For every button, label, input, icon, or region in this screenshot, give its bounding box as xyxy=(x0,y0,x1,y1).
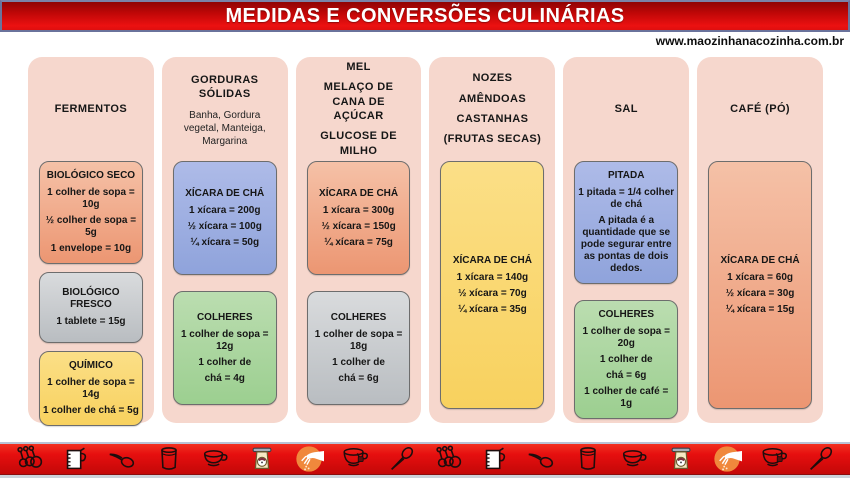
footer-icon-bar xyxy=(0,442,850,475)
conversion-line: chá = 6g xyxy=(606,370,647,381)
spoon-icon xyxy=(107,444,137,474)
card-title: COLHERES xyxy=(330,311,387,323)
card-title: XÍCARA DE CHÁ xyxy=(319,187,399,199)
conversion-line: ¼ xícara = 15g xyxy=(725,303,795,315)
header-bar xyxy=(0,0,850,32)
column-title-line: (FRUTAS SECAS) xyxy=(443,133,542,146)
column-sal xyxy=(563,57,689,423)
card-biologico-fresco xyxy=(39,272,143,343)
column-cards xyxy=(440,161,544,409)
card-title: COLHERES xyxy=(598,309,654,320)
conversion-line: 1 envelope = 10g xyxy=(50,243,132,254)
card-xicara-de-cha xyxy=(173,161,277,275)
card-quimico xyxy=(39,351,143,426)
kitchen-scale-icon xyxy=(666,444,696,474)
conversion-line: 1 tablete = 15g xyxy=(56,316,126,327)
stirring-spoon-icon xyxy=(387,444,417,474)
teacup-icon xyxy=(200,444,230,474)
card-xicara-de-cha xyxy=(307,161,411,275)
card-xicara-de-cha xyxy=(708,161,812,409)
column-title-line: NOZES xyxy=(472,72,513,85)
column-cards xyxy=(708,161,812,409)
columns-container xyxy=(28,57,823,423)
column-title-mel xyxy=(307,57,411,161)
page-title: MEDIDAS E CONVERSÕES CULINÁRIAS xyxy=(225,4,625,27)
card-title: XÍCARA DE CHÁ xyxy=(185,187,265,199)
stirring-spoon-icon xyxy=(806,444,836,474)
glass-icon xyxy=(154,444,184,474)
card-title: QUÍMICO xyxy=(68,360,113,371)
card-title: XÍCARA DE CHÁ xyxy=(452,254,532,266)
column-cafe-po xyxy=(697,57,823,423)
column-fermentos xyxy=(28,57,154,423)
measuring-jug-icon xyxy=(480,444,510,474)
spoon-icon xyxy=(526,444,556,474)
pinch-of-salt-icon xyxy=(294,444,324,474)
card-xicara-de-cha xyxy=(440,161,544,409)
column-cards xyxy=(307,161,411,409)
conversion-line: chá = 6g xyxy=(338,372,379,384)
website-url[interactable]: www.maozinhanacozinha.com.br xyxy=(655,34,844,48)
pinch-of-salt-icon xyxy=(712,444,742,474)
conversion-line: ½ xícara = 70g xyxy=(458,287,527,299)
conversion-line: 1 colher de sopa = 18g xyxy=(314,328,403,352)
column-title-line: MEL xyxy=(346,61,371,74)
card-title: BIOLÓGICO SECO xyxy=(46,170,136,181)
card-colheres xyxy=(173,291,277,405)
conversion-line: ¼ xícara = 35g xyxy=(458,303,527,315)
card-pitada xyxy=(574,161,678,284)
teacup-with-teabag-icon xyxy=(759,444,789,474)
column-title-line: SAL xyxy=(614,102,638,115)
conversion-line: 1 xícara = 60g xyxy=(727,271,793,283)
conversion-line: 1 colher de xyxy=(599,354,653,365)
card-title: COLHERES xyxy=(196,311,253,323)
column-title-gorduras xyxy=(173,57,277,161)
card-colheres xyxy=(574,300,678,419)
column-title-nozes xyxy=(440,57,544,161)
card-title: BIOLÓGICO FRESCO xyxy=(62,287,120,310)
conversion-line: 1 colher de café = 1g xyxy=(584,386,669,409)
column-cards xyxy=(173,161,277,409)
column-title-line: CAFÉ (PÓ) xyxy=(730,102,790,115)
measuring-spoons-icon xyxy=(433,444,463,474)
column-mel-melaco-glucose xyxy=(296,57,422,423)
conversion-line: 1 colher de sopa = 10g xyxy=(47,187,135,210)
column-title-line: FERMENTOS xyxy=(54,102,128,115)
conversion-line: 1 colher de xyxy=(332,356,385,368)
conversion-line: 1 colher de sopa = 14g xyxy=(47,377,135,400)
conversion-line: 1 colher de sopa = 12g xyxy=(180,328,269,352)
conversion-line: 1 colher de xyxy=(198,356,252,368)
card-title: XÍCARA DE CHÁ xyxy=(720,254,800,266)
conversion-line: 1 xícara = 140g xyxy=(456,271,529,283)
conversion-line: 1 pitada = 1/4 colher de chá xyxy=(578,187,675,210)
column-title-sal xyxy=(574,57,678,161)
column-title-fermentos xyxy=(39,57,143,161)
column-title-line: GLUCOSE DE MILHO xyxy=(320,130,397,157)
measuring-spoons-icon xyxy=(14,444,44,474)
conversion-line: 1 xícara = 200g xyxy=(189,204,261,216)
column-title-line: CASTANHAS xyxy=(456,113,529,125)
column-nozes-frutas-secas xyxy=(429,57,555,423)
pitada-note: A pitada é a quantidade que se pode segurar entre as pontas de dois dedos. xyxy=(580,215,672,274)
column-title-cafe xyxy=(708,57,812,161)
conversion-line: 1 colher de sopa = 20g xyxy=(582,326,670,349)
measuring-jug-icon xyxy=(61,444,91,474)
column-title-line: MELAÇO DE CANA DE AÇÚCAR xyxy=(323,81,394,122)
column-gorduras-solidas xyxy=(162,57,288,423)
conversion-line: ½ xícara = 150g xyxy=(321,220,396,232)
conversion-line: ½ xícara = 100g xyxy=(187,220,262,232)
teacup-with-teabag-icon xyxy=(340,444,370,474)
conversion-line: chá = 4g xyxy=(204,372,245,384)
conversion-line: ¼ xícara = 75g xyxy=(324,236,393,248)
teacup-icon xyxy=(619,444,649,474)
card-colheres xyxy=(307,291,411,405)
column-title-line: GORDURAS SÓLIDAS xyxy=(191,73,259,100)
glass-icon xyxy=(573,444,603,474)
card-title: PITADA xyxy=(607,170,645,181)
column-subtitle: Banha, Gordura vegetal, Manteiga, Margarina xyxy=(183,110,266,148)
conversion-line: ½ colher de sopa = 5g xyxy=(45,215,137,238)
column-title-line: AMÊNDOAS xyxy=(458,92,527,105)
kitchen-scale-icon xyxy=(247,444,277,474)
card-biologico-seco xyxy=(39,161,143,264)
column-cards xyxy=(574,161,678,409)
conversion-line: 1 colher de chá = 5g xyxy=(42,405,139,416)
conversion-line: ¼ xícara = 50g xyxy=(190,236,260,248)
conversion-line: 1 xícara = 300g xyxy=(322,204,395,216)
column-cards xyxy=(39,161,143,416)
conversion-line: ½ xícara = 30g xyxy=(725,287,795,299)
